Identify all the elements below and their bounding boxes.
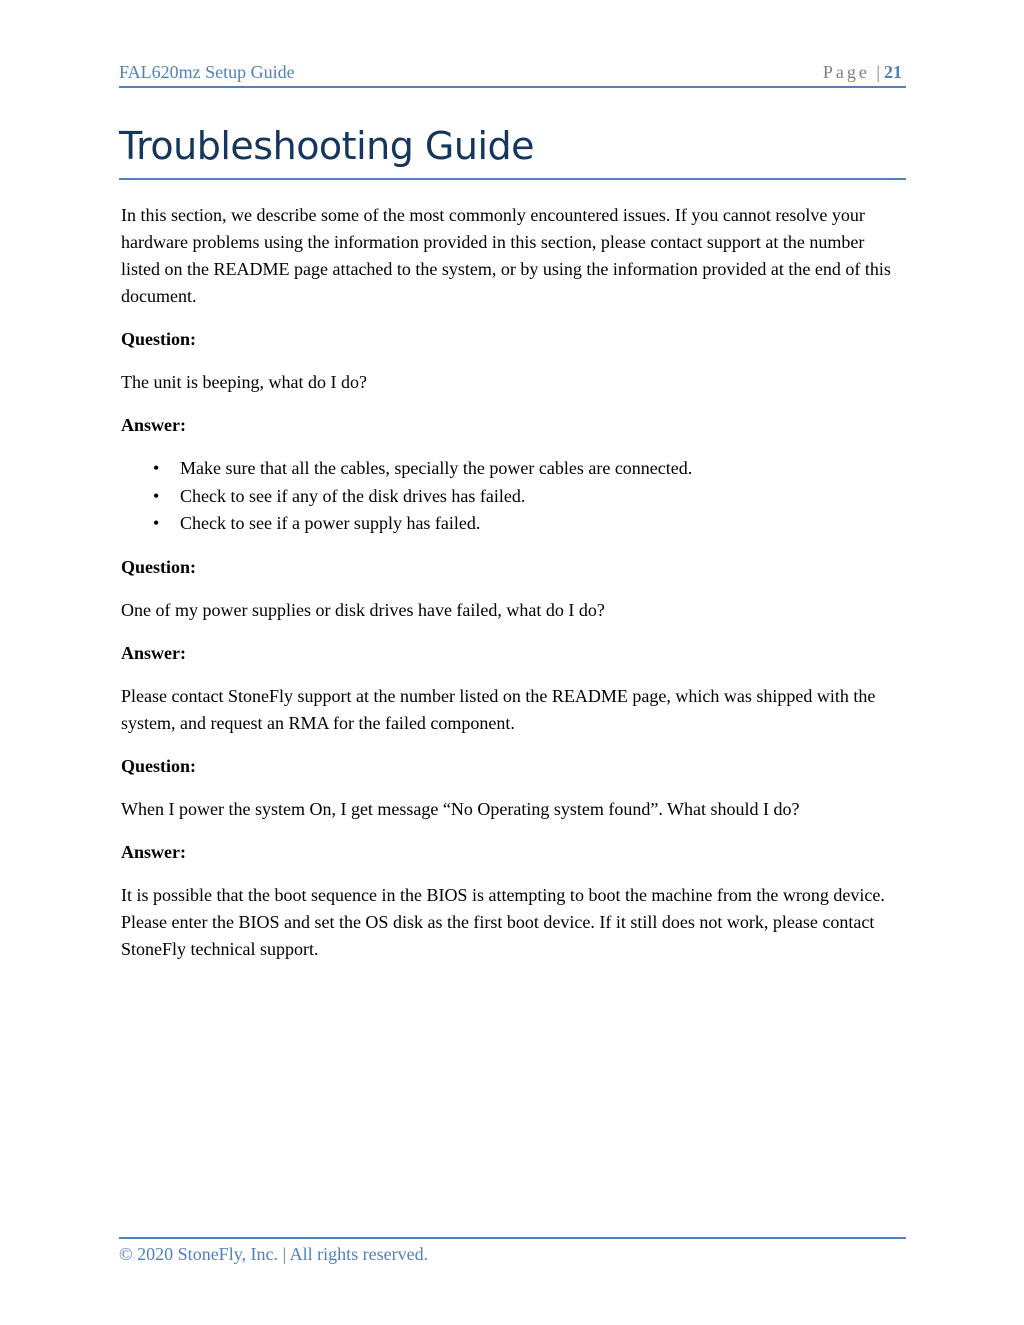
answer-text: It is possible that the boot sequence in the BIOS is attempting to boot the machine from the wrong device. Please enter the BIOS and set the OS disk as the first boot device. If it still does not work, please contact StoneFly technical support.	[121, 884, 885, 959]
question-label: Question:	[121, 556, 197, 577]
list-item-text: Check to see if any of the disk drives has failed.	[180, 485, 526, 506]
list-item	[153, 483, 901, 511]
answer-label: Answer:	[121, 841, 186, 862]
list-item	[153, 455, 901, 483]
bullet-icon: •	[153, 458, 160, 478]
header-page-number	[823, 60, 902, 84]
header-page-word: Page	[822, 62, 870, 82]
page-footer: © 2020 StoneFly, Inc. | All rights reserved.	[119, 1237, 906, 1266]
question-label: Question:	[121, 755, 197, 776]
question-text: The unit is beeping, what do I do?	[121, 372, 367, 392]
question-text: One of my power supplies or disk drives have failed, what do I do?	[121, 599, 605, 620]
intro-paragraph: In this section, we describe some of the most commonly encountered issues. If you cannot resolve your hardware problems using the information provided in this section, please contact support at the number listed on the README page attached to the system, or by using the information provided at the end of this document.	[121, 205, 891, 306]
bullet-icon: •	[153, 513, 160, 533]
answer-label: Answer:	[121, 415, 186, 435]
main-content	[121, 202, 901, 979]
answer-label: Answer:	[121, 642, 186, 663]
question-text: When I power the system On, I get message “No Operating system found”. What should I do?	[121, 798, 800, 819]
header-page-num: 21	[884, 62, 902, 82]
header-doc-title: FAL620mz Setup Guide	[119, 62, 295, 82]
bullet-icon: •	[153, 485, 160, 506]
question-label: Question:	[121, 329, 197, 349]
answer-bullet-list	[121, 455, 901, 538]
page-header	[119, 60, 906, 88]
page-title: Troubleshooting Guide	[119, 118, 906, 180]
list-item-text: Make sure that all the cables, specially the power cables are connected.	[180, 458, 693, 478]
answer-text: Please contact StoneFly support at the number listed on the README page, which was shipped with the system, and request an RMA for the failed component.	[121, 685, 876, 733]
list-item	[153, 510, 901, 538]
header-separator: |	[876, 62, 880, 82]
list-item-text: Check to see if a power supply has failed.	[180, 513, 481, 533]
